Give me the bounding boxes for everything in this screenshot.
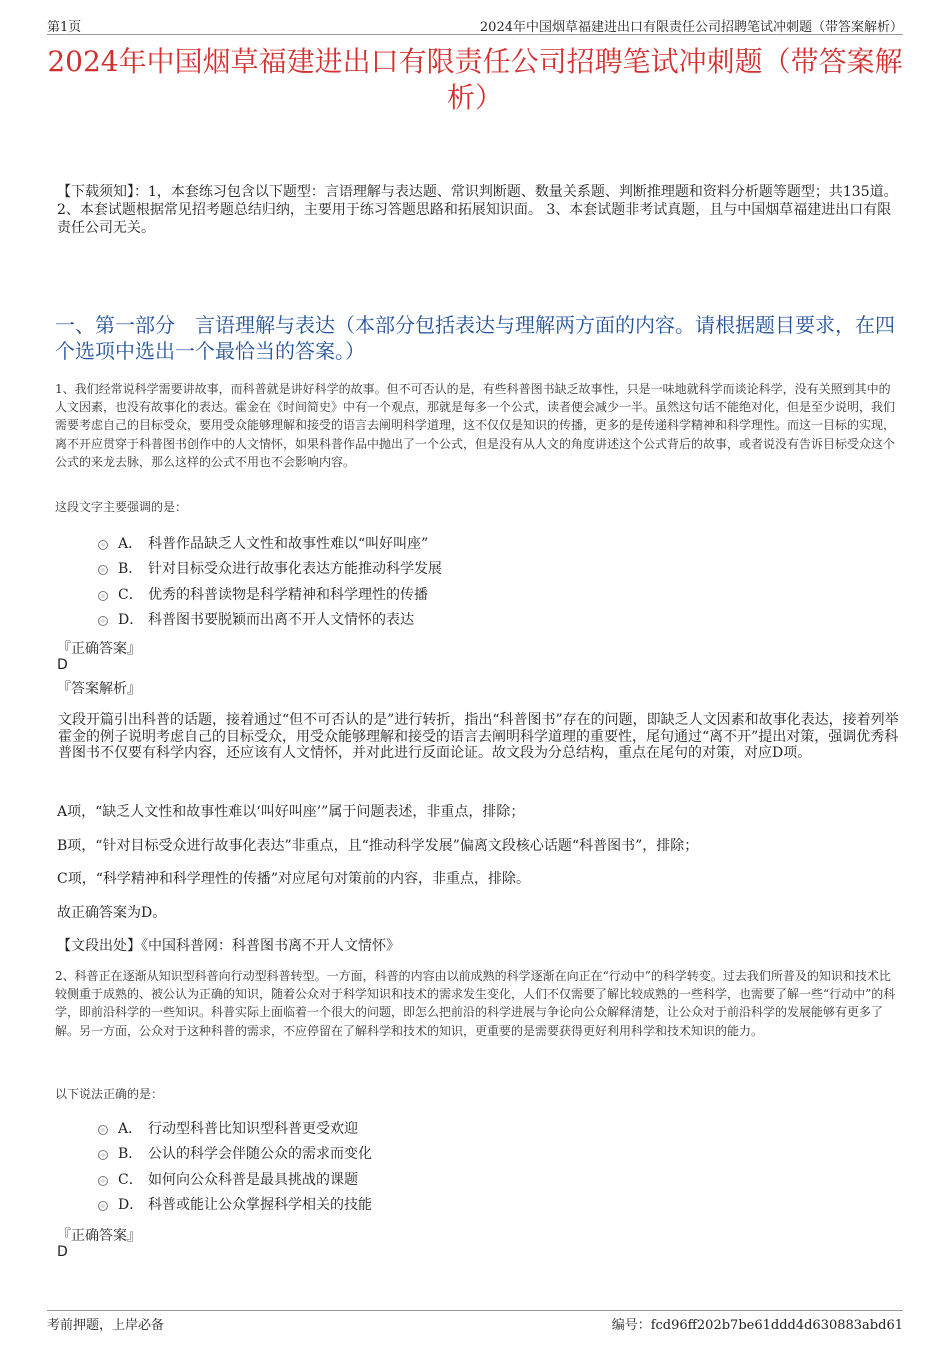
radio-icon[interactable] bbox=[98, 1125, 108, 1135]
q1-option-c-analysis: C项，“科学精神和科学理性的传播”对应尾句对策前的内容，非重点，排除。 bbox=[57, 871, 531, 887]
q2-option-d[interactable]: D． 科普或能让公众掌握科学相关的技能 bbox=[98, 1192, 372, 1218]
q2-stem: 以下说法正确的是： bbox=[55, 1087, 164, 1101]
page-footer bbox=[47, 1310, 903, 1333]
q1-option-a[interactable]: A． 科普作品缺乏人文性和故事性难以“叫好叫座” bbox=[98, 530, 442, 556]
radio-icon[interactable] bbox=[98, 591, 108, 601]
q2-option-b[interactable]: B． 公认的科学会伴随公众的需求而变化 bbox=[98, 1141, 372, 1167]
q2-passage: 2、科普正在逐渐从知识型科普向行动型科普转型。一方面，科普的内容由以前成熟的科学逐渐在向正在“行动中”的科学转变。过去我们所普及的知识和技术比较侧重于成熟的、被公认为正确的知识，随着公众对于科学知识和技术的需求发生变化，人们不仅需要了解比较成熟的一些科学，也需要了解一些“行动中”的科学，即前沿科学的一些知识。科普实际上面临着一个很大的问题，即怎么把前沿的科学进展与争论向公众解释清楚，让公众对于前沿科学的发展能够有更多了解。另一方面，公众对于这种科普的需求，不应停留在了解科学和技术的知识，更重要的是需要获得更好利用科学和技术知识的能力。 bbox=[55, 969, 896, 1038]
q1-answer-label: 『正确答案』 bbox=[57, 641, 141, 657]
q1-option-c[interactable]: C． 优秀的科普读物是科学精神和科学理性的传播 bbox=[98, 581, 442, 607]
footer-slogan: 考前押题，上岸必备 bbox=[47, 1318, 165, 1333]
q1-option-b-analysis: B项，“针对目标受众进行故事化表达”非重点，且“推动科学发展”偏离文段核心话题“科普图书”，排除； bbox=[57, 838, 699, 854]
q2-options bbox=[98, 1115, 372, 1217]
q1-options bbox=[98, 530, 442, 632]
download-notice: 【下载须知】：1，本套练习包含以下题型：言语理解与表达题、常识判断题、数量关系题、判断推理题和资料分析题等题型；共135道。 2、本套试题根据常见招考题总结归纳，主要用于练习答题思路和拓展知识面。 3、本套试题非考试真题，且与中国烟草福建进出口有限责任公司无关。 bbox=[57, 184, 898, 236]
q2-answer-label: 『正确答案』 bbox=[57, 1228, 141, 1244]
q2-answer: D bbox=[57, 1244, 68, 1260]
radio-icon[interactable] bbox=[98, 565, 108, 575]
q1-analysis-label: 『答案解析』 bbox=[57, 681, 141, 697]
q2-option-c[interactable]: C． 如何向公众科普是最具挑战的课题 bbox=[98, 1166, 372, 1192]
header-doc-title: 2024年中国烟草福建进出口有限责任公司招聘笔试冲刺题（带答案解析） bbox=[479, 20, 903, 35]
q1-analysis: 文段开篇引出科普的话题，接着通过“但不可否认的是”进行转折，指出“科普图书”存在的问题，即缺乏人文因素和故事化表达，接着列举霍金的例子说明考虑自己的目标受众，用受众能够理解和接受的语言去阐明科学道理的重要性，尾句通过“离不开”提出对策，强调优秀科普图书不仅要有科学内容，还应该有人文情怀，并对此进行反面论证。故文段为分总结构，重点在尾句的对策，对应D项。 bbox=[58, 712, 899, 761]
footer-serial: 编号：fcd96ff202b7be61ddd4d630883abd61 bbox=[611, 1318, 903, 1333]
q1-answer: D bbox=[57, 657, 68, 673]
q2-option-a[interactable]: A． 行动型科普比知识型科普更受欢迎 bbox=[98, 1115, 372, 1141]
radio-icon[interactable] bbox=[98, 616, 108, 626]
q1-passage: 1、我们经常说科学需要讲故事，而科普就是讲好科学的故事。但不可否认的是，有些科普图书缺乏故事性，只是一味地就科学而谈论科学，没有关照到其中的人文因素，也没有故事化的表达。霍金在《时间简史》中有一个观点，那就是每多一个公式，读者便会减少一半。虽然这句话不能绝对化，但是至少说明，我们需要考虑自己的目标受众，要用受众能够理解和接受的语言去阐明科学道理，这不仅仅是知识的传播，更多的是传递科学精神和科学理性。而这一目标的实现，离不开应贯穿于科普图书创作中的人文情怀，如果科普作品中抛出了一个公式，但是没有从人文的角度讲述这个公式背后的故事，或者说没有告诉目标受众这个公式的来龙去脉，那么这样的公式不用也不会影响内容。 bbox=[55, 382, 896, 469]
radio-icon[interactable] bbox=[98, 1201, 108, 1211]
page-header bbox=[47, 14, 903, 35]
radio-icon[interactable] bbox=[98, 1150, 108, 1160]
section-heading: 一、第一部分 言语理解与表达（本部分包括表达与理解两方面的内容。请根据题目要求，在四个选项中选出一个最恰当的答案。） bbox=[55, 313, 895, 363]
radio-icon[interactable] bbox=[98, 1176, 108, 1186]
document-title: 2024年中国烟草福建进出口有限责任公司招聘笔试冲刺题（带答案解析） bbox=[47, 45, 903, 114]
radio-icon[interactable] bbox=[98, 540, 108, 550]
q1-option-d[interactable]: D． 科普图书要脱颖而出离不开人文情怀的表达 bbox=[98, 607, 442, 633]
q1-option-b[interactable]: B． 针对目标受众进行故事化表达方能推动科学发展 bbox=[98, 556, 442, 582]
q1-source: 【文段出处】《中国科普网：科普图书离不开人文情怀》 bbox=[57, 938, 400, 954]
page-number: 第1页 bbox=[47, 20, 82, 35]
q1-option-a-analysis: A项，“缺乏人文性和故事性难以‘叫好叫座’”属于问题表述，非重点，排除； bbox=[57, 804, 525, 820]
q1-stem: 这段文字主要强调的是： bbox=[55, 500, 188, 514]
q1-conclusion: 故正确答案为D。 bbox=[57, 905, 167, 921]
